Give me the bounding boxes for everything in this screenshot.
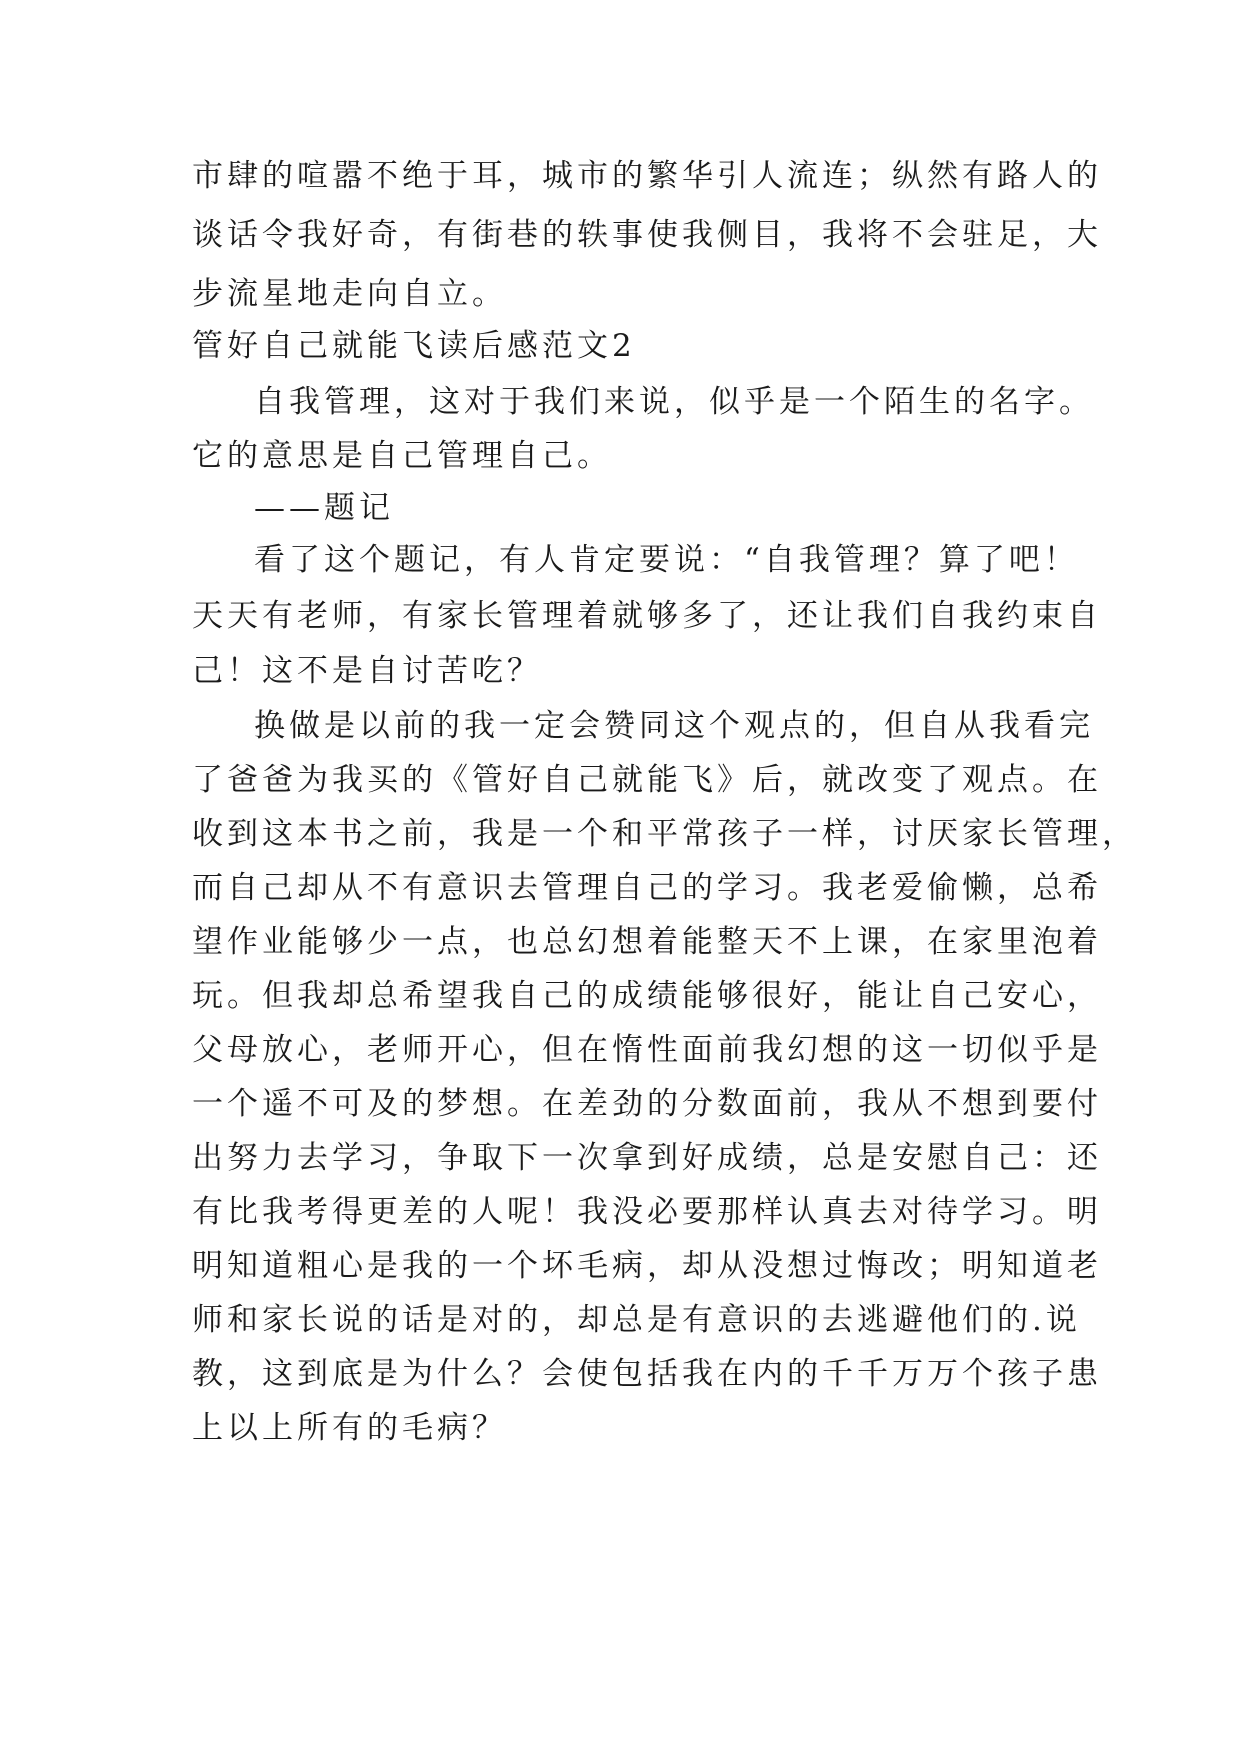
paragraph-first-line: 自我管理，这对于我们来说，似乎是一个陌生的名字。 bbox=[254, 384, 1094, 420]
epigraph-attribution: ——题记 bbox=[254, 490, 394, 526]
paragraph-first-line: 换做是以前的我一定会赞同这个观点的，但自从我看完 bbox=[254, 708, 1094, 744]
text-line: 上以上所有的毛病？ bbox=[192, 1410, 507, 1446]
text-line: 己！这不是自讨苦吃？ bbox=[192, 653, 542, 689]
text-line: 收到这本书之前，我是一个和平常孩子一样，讨厌家长管理， bbox=[192, 816, 1137, 852]
text-line: 望作业能够少一点，也总幻想着能整天不上课，在家里泡着 bbox=[192, 924, 1102, 960]
text-line: 市肆的喧嚣不绝于耳，城市的繁华引人流连；纵然有路人的 bbox=[192, 158, 1102, 194]
text-line: 父母放心，老师开心，但在惰性面前我幻想的这一切似乎是 bbox=[192, 1032, 1102, 1068]
text-line: 一个遥不可及的梦想。在差劲的分数面前，我从不想到要付 bbox=[192, 1086, 1102, 1122]
text-line: 步流星地走向自立。 bbox=[192, 276, 507, 312]
text-line: 了爸爸为我买的《管好自己就能飞》后，就改变了观点。在 bbox=[192, 762, 1102, 798]
text-line: 出努力去学习，争取下一次拿到好成绩，总是安慰自己：还 bbox=[192, 1140, 1102, 1176]
text-line: 师和家长说的话是对的，却总是有意识的去逃避他们的.说 bbox=[192, 1302, 1081, 1338]
text-line: 玩。但我却总希望我自己的成绩能够很好，能让自己安心， bbox=[192, 978, 1102, 1014]
text-line: 谈话令我好奇，有街巷的轶事使我侧目，我将不会驻足，大 bbox=[192, 217, 1102, 253]
paragraph-first-line: 看了这个题记，有人肯定要说：“自我管理？算了吧！ bbox=[254, 542, 1079, 578]
text-line: 明知道粗心是我的一个坏毛病，却从没想过悔改；明知道老 bbox=[192, 1248, 1102, 1284]
text-line: 天天有老师，有家长管理着就够多了，还让我们自我约束自 bbox=[192, 598, 1102, 634]
text-line: 教，这到底是为什么？会使包括我在内的千千万万个孩子患 bbox=[192, 1356, 1102, 1392]
section-title: 管好自己就能飞读后感范文2 bbox=[192, 328, 636, 364]
text-line: 它的意思是自己管理自己。 bbox=[192, 438, 612, 474]
text-line: 有比我考得更差的人呢！我没必要那样认真去对待学习。明 bbox=[192, 1194, 1102, 1230]
text-line: 而自己却从不有意识去管理自己的学习。我老爱偷懒，总希 bbox=[192, 870, 1102, 906]
